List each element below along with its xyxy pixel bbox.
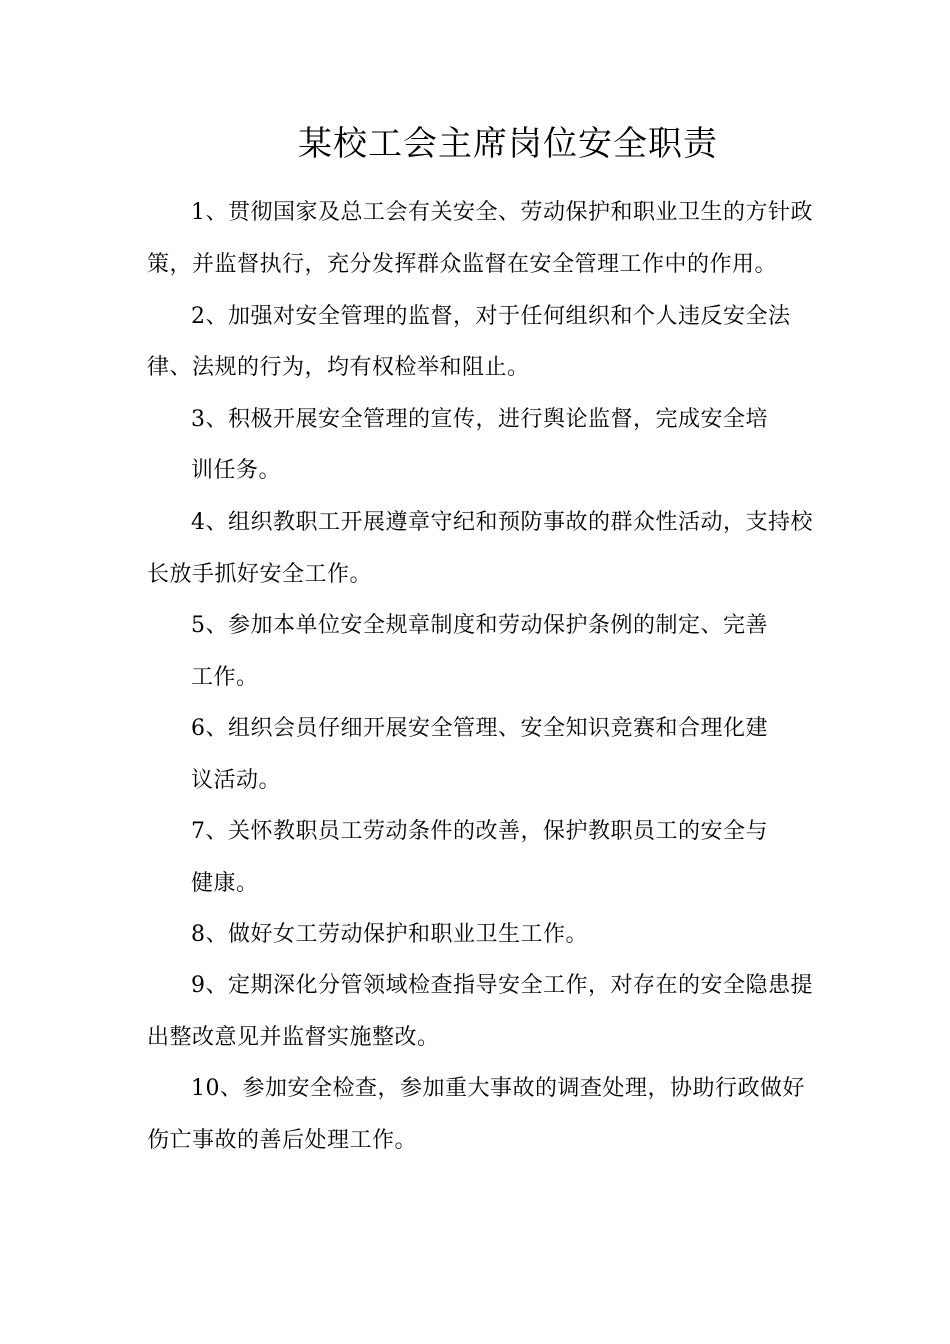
item-10-line-2: 伤亡事故的善后处理工作。: [147, 1128, 418, 1153]
item-3-line-1: 3、积极开展安全管理的宣传，进行舆论监督，完成安全培: [191, 407, 768, 432]
item-5-line-2: 工作。: [191, 665, 259, 690]
item-3-line-2: 训任务。: [191, 458, 282, 483]
item-9-line-2: 出整改意见并监督实施整改。: [147, 1025, 440, 1050]
item-7-line-1: 7、关怀教职员工劳动条件的改善，保护教职员工的安全与: [191, 819, 768, 844]
item-5-line-1: 5、参加本单位安全规章制度和劳动保护条例的制定、完善: [191, 613, 768, 638]
item-10-line-1: 10、参加安全检查，参加重大事故的调查处理，协助行政做好: [191, 1076, 805, 1101]
item-4-line-2: 长放手抓好安全工作。: [147, 562, 373, 587]
item-1-line-1: 1、贯彻国家及总工会有关安全、劳动保护和职业卫生的方针政: [191, 200, 813, 225]
item-9-line-1: 9、定期深化分管领域检查指导安全工作，对存在的安全隐患提: [191, 973, 813, 998]
item-6-line-2: 议活动。: [191, 768, 282, 793]
item-4-line-1: 4、组织教职工开展遵章守纪和预防事故的群众性活动，支持校: [191, 510, 813, 535]
item-6-line-1: 6、组织会员仔细开展安全管理、安全知识竞赛和合理化建: [191, 716, 768, 741]
document-title: 某校工会主席岗位安全职责: [298, 124, 718, 164]
item-2-line-1: 2、加强对安全管理的监督，对于任何组织和个人违反安全法: [191, 304, 791, 329]
item-7-line-2: 健康。: [191, 871, 259, 896]
item-2-line-2: 律、法规的行为，均有权检举和阻止。: [147, 355, 530, 380]
item-1-line-2: 策，并监督执行，充分发挥群众监督在安全管理工作中的作用。: [147, 252, 778, 277]
item-8-line-1: 8、做好女工劳动保护和职业卫生工作。: [191, 922, 588, 947]
